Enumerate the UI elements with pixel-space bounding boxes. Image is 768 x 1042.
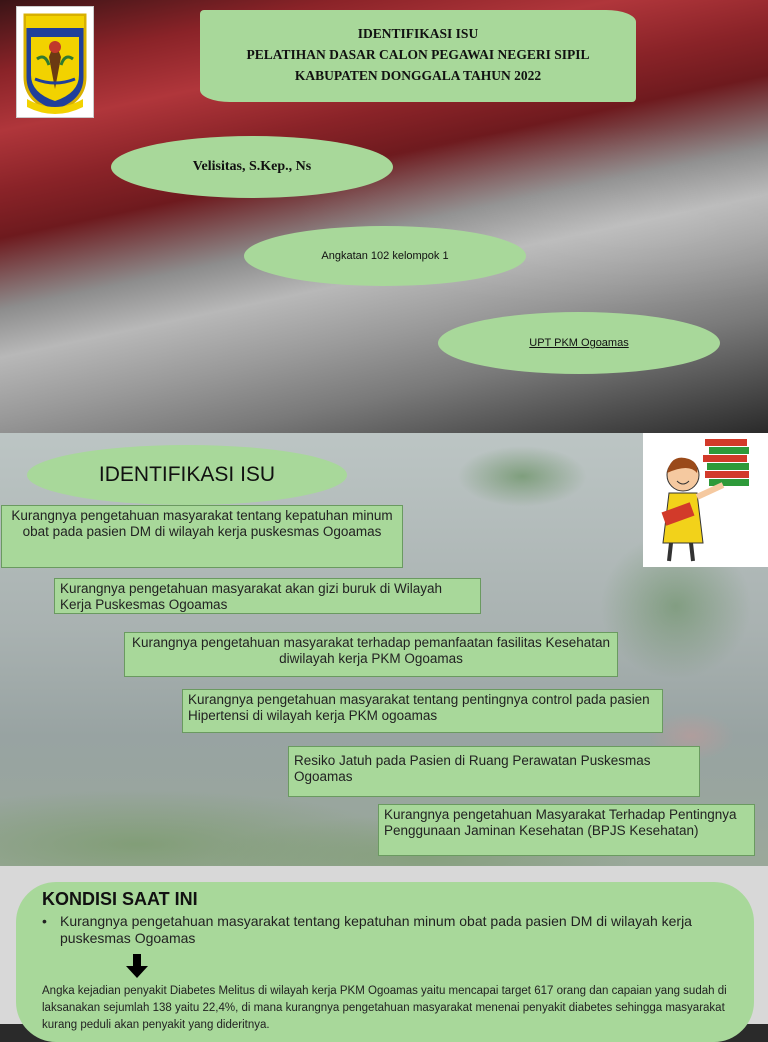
- kid-carrying-books-icon: [643, 433, 768, 567]
- issue-box: Resiko Jatuh pada Pasien di Ruang Perawatan Puskesmas Ogoamas: [288, 746, 700, 797]
- issue-box: Kurangnya pengetahuan masyarakat akan gizi buruk di Wilayah Kerja Puskesmas Ogoamas: [54, 578, 481, 614]
- issue-box: Kurangnya pengetahuan masyarakat tentang kepatuhan minum obat pada pasien DM di wilayah kerja puskesmas Ogoamas: [1, 505, 403, 568]
- slide-identifikasi-isu: [0, 433, 768, 866]
- bullet-text: Kurangnya pengetahuan masyarakat tentang kepatuhan minum obat pada pasien DM di wilayah kerja puskesmas Ogoamas: [60, 913, 692, 946]
- issue-box: Kurangnya pengetahuan Masyarakat Terhadap Pentingnya Penggunaan Jaminan Kesehatan (BPJS Kesehatan): [378, 804, 755, 856]
- presenter-name: Velisitas, S.Kep., Ns: [111, 136, 393, 198]
- description-paragraph: Angka kejadian penyakit Diabetes Melitus di wilayah kerja PKM Ogoamas yaitu mencapai target 617 orang dan capaian yang sudah di laksanakan sejumlah 138 yaitu 22,4%, di mana kurangnya pengetahuan masyarakat menenai penyakit diabetes sehingga masyarakat kurang peduli akan penyakit yang dideritnya.: [42, 985, 727, 1031]
- title-line-2: PELATIHAN DASAR CALON PEGAWAI NEGERI SIPIL: [246, 47, 590, 62]
- title-line-1: IDENTIFIKASI ISU: [357, 26, 479, 41]
- slide-kondisi-saat-ini: [0, 866, 768, 1031]
- unit-link[interactable]: UPT PKM Ogoamas: [438, 312, 720, 374]
- bullet-item: [42, 913, 750, 947]
- batch-group-label: Angkatan 102 kelompok 1: [244, 226, 526, 286]
- slide-cover: [0, 0, 768, 433]
- slide-title: KONDISI SAAT INI: [42, 889, 198, 909]
- title-line-3: KABUPATEN DONGGALA TAHUN 2022: [294, 68, 542, 83]
- issue-box: Kurangnya pengetahuan masyarakat terhadap pemanfaatan fasilitas Kesehatan diwilayah kerja PKM Ogoamas: [124, 632, 618, 677]
- bullet-dot: •: [42, 913, 47, 929]
- issue-box: Kurangnya pengetahuan masyarakat tentang pentingnya control pada pasien Hipertensi di wilayah kerja PKM ogoamas: [182, 689, 663, 733]
- regency-crest-icon: [16, 6, 94, 118]
- title-banner: [200, 10, 636, 102]
- slide-title: IDENTIFIKASI ISU: [27, 445, 347, 505]
- arrow-down-icon: [126, 954, 148, 978]
